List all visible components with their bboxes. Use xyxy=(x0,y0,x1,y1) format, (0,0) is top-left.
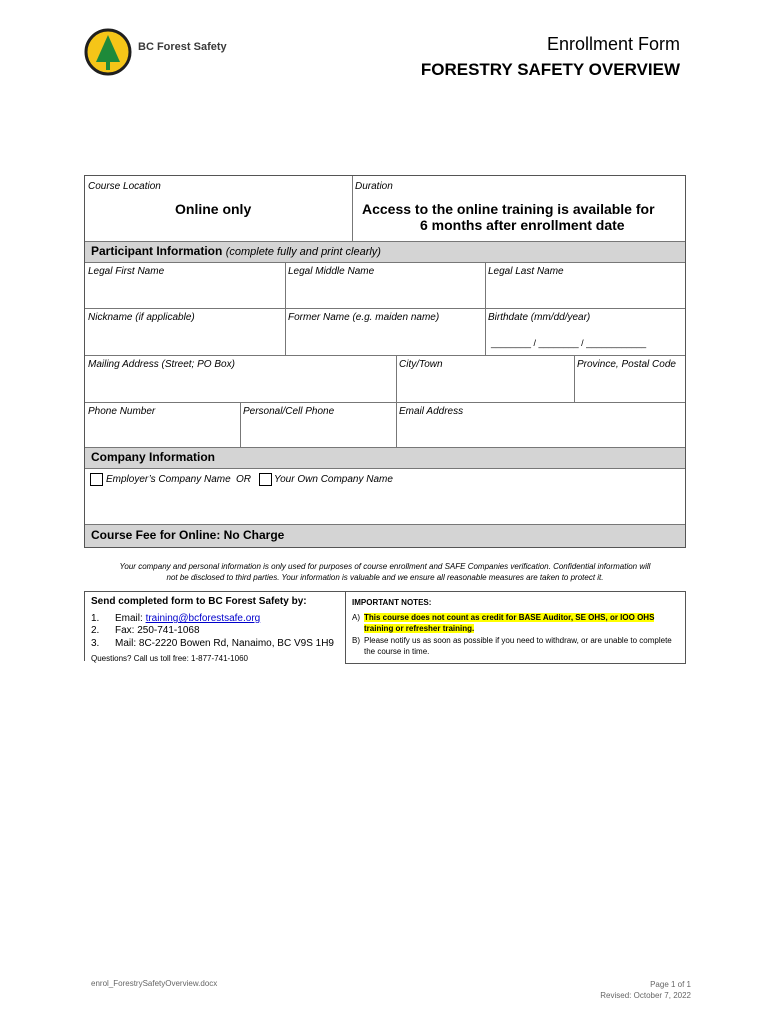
questions-text: Questions? Call us toll free: 1-877-741-1060 xyxy=(91,654,248,663)
email-address-field[interactable]: Email Address xyxy=(399,406,464,417)
duration-label: Duration xyxy=(355,181,393,192)
legal-first-name-field[interactable]: Legal First Name xyxy=(88,266,165,277)
enrollment-form-box xyxy=(84,175,686,548)
send-item-fax: 2. Fax: 250-741-1068 xyxy=(91,625,200,636)
own-company-label: Your Own Company Name xyxy=(274,474,393,485)
phone-number-field[interactable]: Phone Number xyxy=(88,406,156,417)
note-a: A) This course does not count as credit for BASE Auditor, SE OHS, or IOO OHS training or refresher training. xyxy=(352,613,655,633)
former-name-field[interactable]: Former Name (e.g. maiden name) xyxy=(288,312,440,323)
participant-section-note: (complete fully and print clearly) xyxy=(225,246,381,258)
participant-section-title: Participant Information xyxy=(91,244,223,258)
employer-company-label: Employer’s Company Name xyxy=(106,474,231,485)
fee-section-header xyxy=(85,524,685,547)
bc-forest-safety-logo xyxy=(84,28,132,76)
legal-middle-name-field[interactable]: Legal Middle Name xyxy=(288,266,375,277)
privacy-statement xyxy=(84,561,686,583)
participant-section-header xyxy=(85,241,685,262)
province-postal-field[interactable]: Province, Postal Code xyxy=(577,359,676,370)
email-link[interactable]: training@bcforestsafe.org xyxy=(145,613,261,624)
cell-phone-field[interactable]: Personal/Cell Phone xyxy=(243,406,335,417)
city-field[interactable]: City/Town xyxy=(399,359,443,370)
footer-page-number: Page 1 of 1 xyxy=(650,980,691,989)
or-text: OR xyxy=(236,474,251,485)
fee-section-title: Course Fee for Online: No Charge xyxy=(91,528,285,542)
legal-last-name-field[interactable]: Legal Last Name xyxy=(488,266,564,277)
tree-in-circle-icon xyxy=(84,28,132,76)
send-item-mail: 3. Mail: 8C-2220 Bowen Rd, Nanaimo, BC V9S 1H9 xyxy=(91,638,334,649)
important-notes-title: IMPORTANT NOTES: xyxy=(352,598,432,607)
send-form-title: Send completed form to BC Forest Safety by: xyxy=(91,596,307,607)
duration-line1: Access to the online training is available for xyxy=(362,201,655,217)
duration-line2: 6 months after enrollment date xyxy=(420,217,625,233)
form-title: Enrollment Form xyxy=(546,34,680,54)
company-section-header xyxy=(85,447,685,468)
send-item-email: 1. Email: training@bcforestsafe.org xyxy=(91,613,261,624)
own-company-checkbox[interactable] xyxy=(259,473,272,486)
course-location-value: Online only xyxy=(175,201,252,217)
employer-company-checkbox[interactable] xyxy=(90,473,103,486)
privacy-line2: not be disclosed to third parties. Your information is valuable and we ensure all reasonable measures are taken to protect it. xyxy=(166,573,604,582)
form-subtitle: FORESTRY SAFETY OVERVIEW xyxy=(420,60,680,79)
company-section-title: Company Information xyxy=(91,450,216,464)
course-location-label: Course Location xyxy=(88,181,161,192)
privacy-line1: Your company and personal information is only used for purposes of course enrollment and SAFE Companies verification. Confidential information will xyxy=(119,562,651,571)
birthdate-field[interactable]: Birthdate (mm/dd/year) xyxy=(488,312,591,323)
logo-text: BC Forest Safety xyxy=(138,41,227,53)
mailing-address-field[interactable]: Mailing Address (Street; PO Box) xyxy=(88,359,235,370)
note-a-highlight: This course does not count as credit for BASE Auditor, SE OHS, or IOO OHS training or refresher training. xyxy=(364,613,655,633)
footer-filename: enrol_ForestrySafetyOverview.docx xyxy=(91,979,218,988)
note-b: B) Please notify us as soon as possible if you need to withdraw, or are unable to complete the course in time. xyxy=(352,636,672,656)
nickname-field[interactable]: Nickname (if applicable) xyxy=(88,312,195,323)
birthdate-blank[interactable]: ________ / ________ / ____________ xyxy=(491,338,647,348)
footer-page-info xyxy=(600,979,691,1001)
footer-revised: Revised: October 7, 2022 xyxy=(600,991,691,1000)
